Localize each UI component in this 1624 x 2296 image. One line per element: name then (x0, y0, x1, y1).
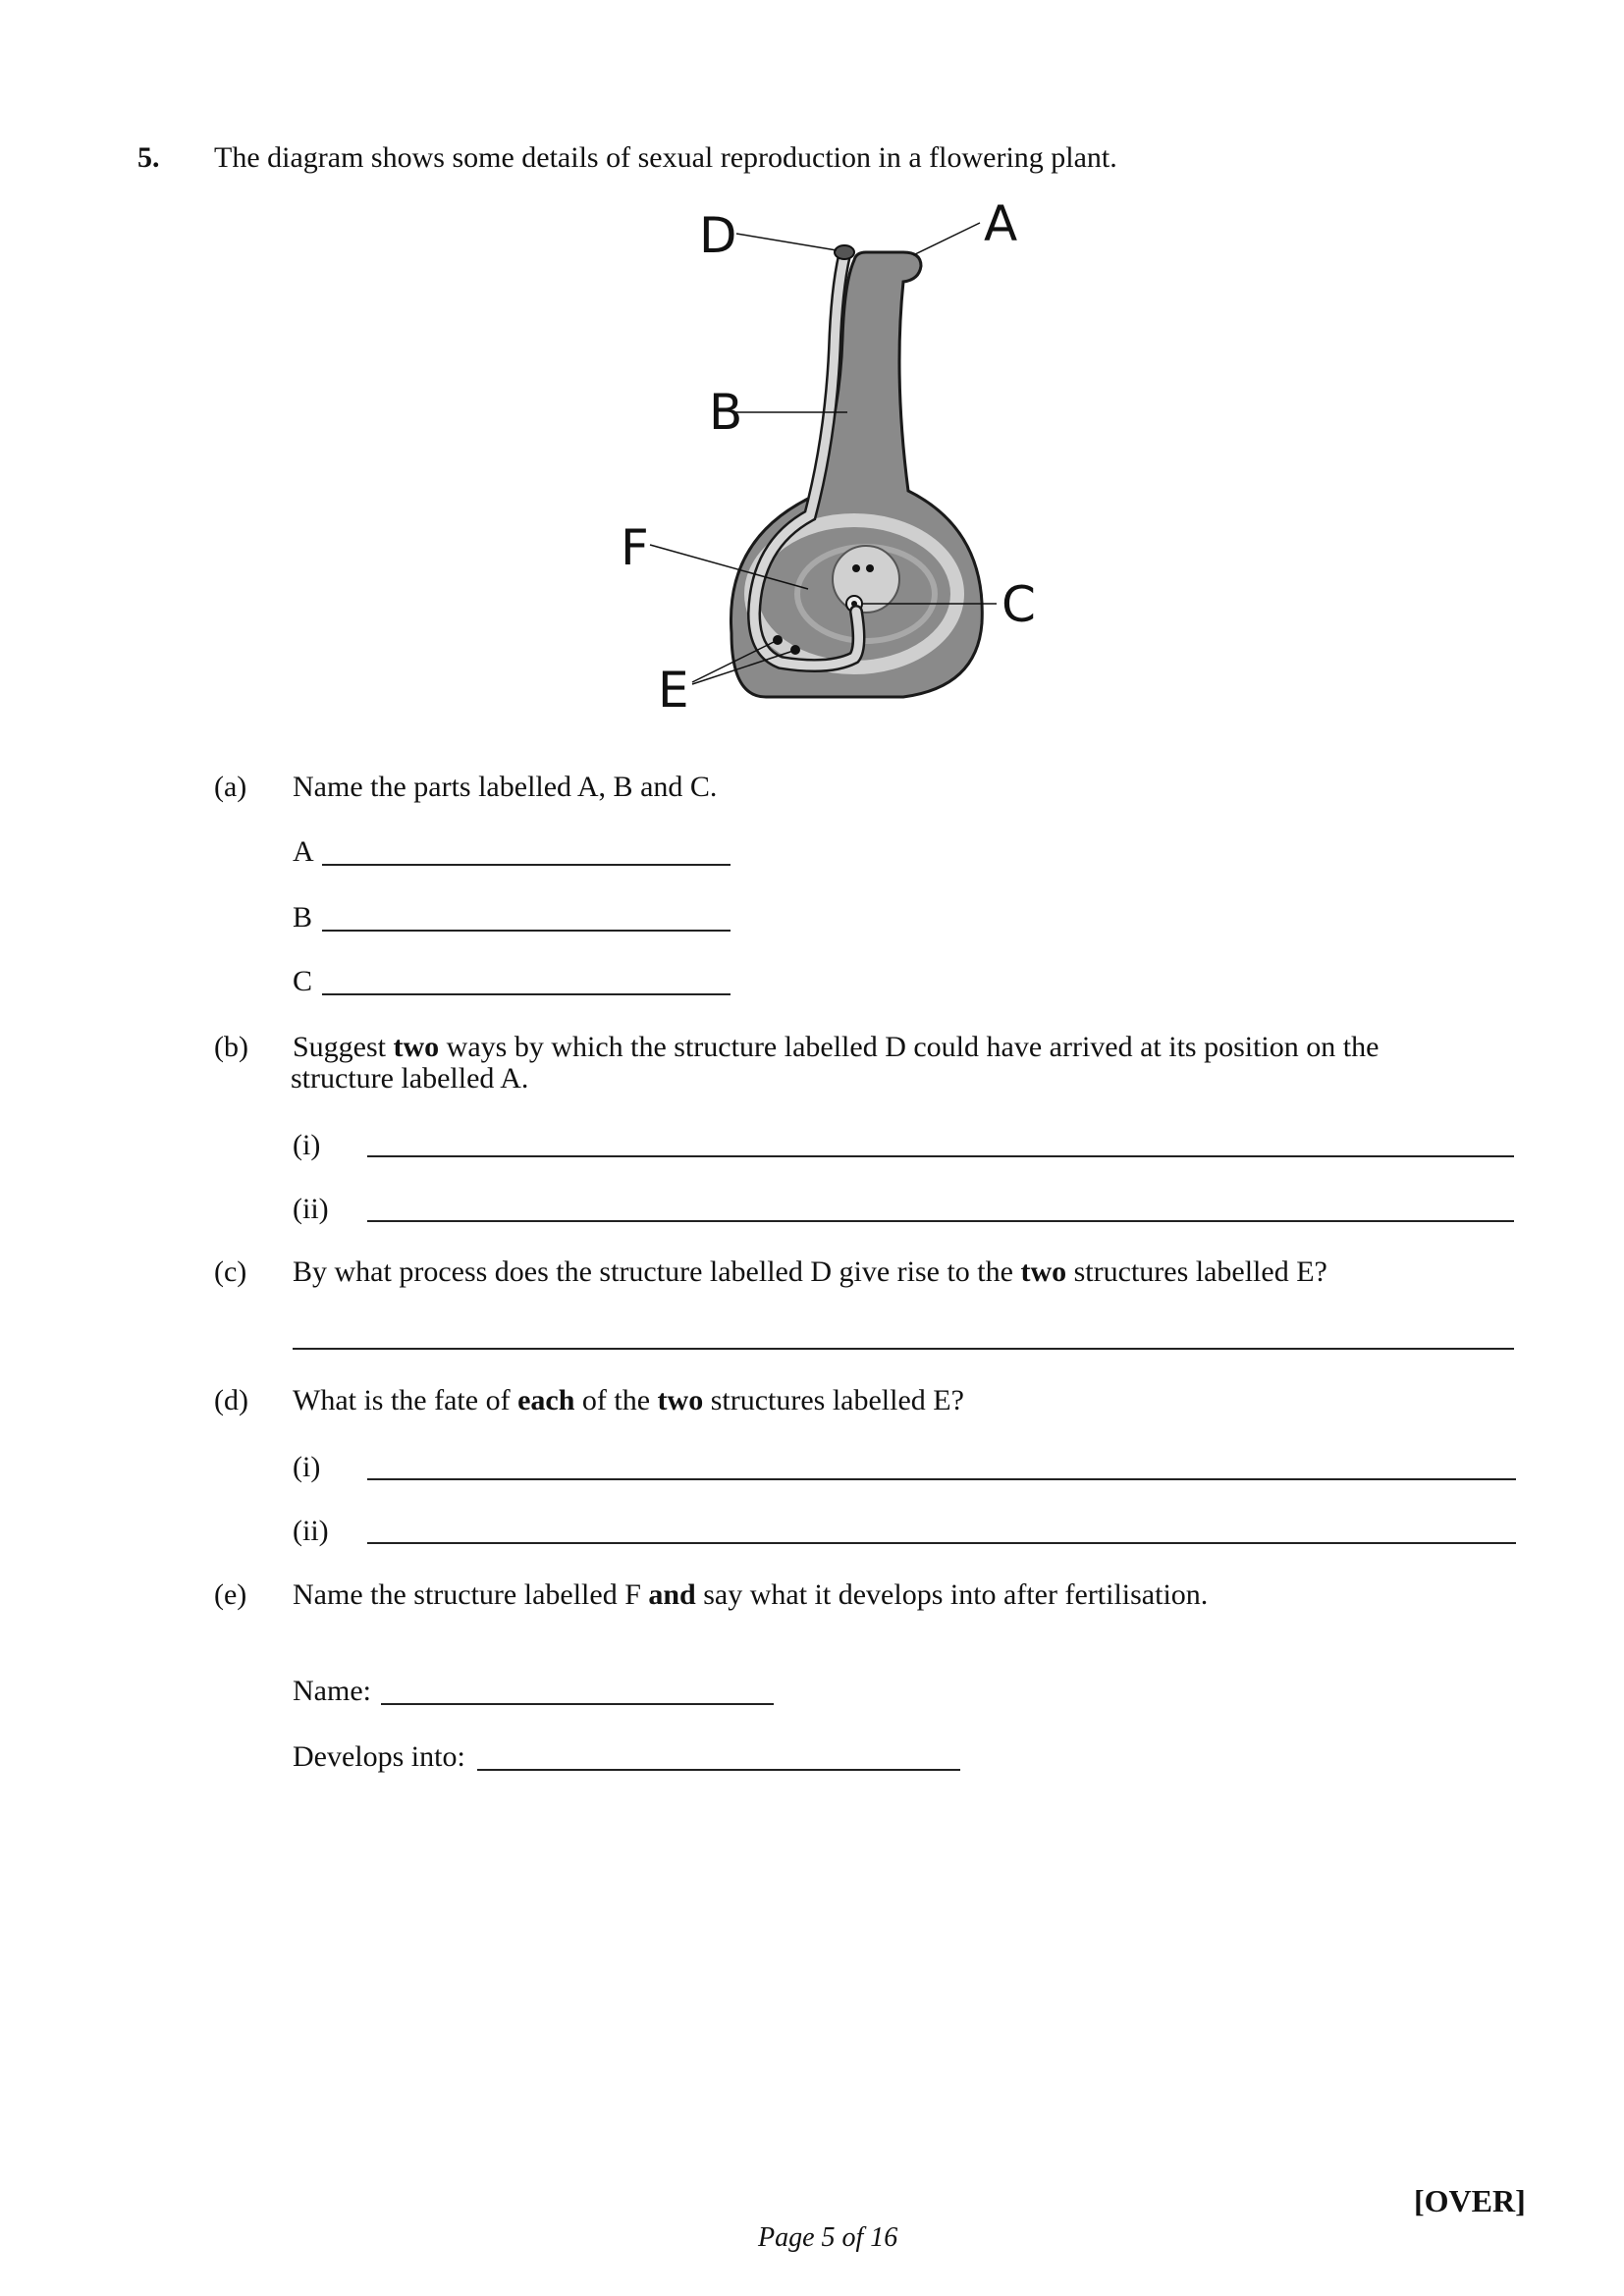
question-number: 5. (137, 141, 160, 174)
part-d-label: (d) (214, 1384, 248, 1416)
label-b: B (709, 384, 743, 441)
part-e-text: Name the structure labelled F and say what it develops into after fertilisation. (293, 1578, 1209, 1611)
part-b-label: (b) (214, 1031, 248, 1063)
pollen-grain (835, 245, 854, 259)
label-c: C (1001, 576, 1036, 633)
part-b-text: Suggest two ways by which the structure labelled D could have arrived at its position on the (293, 1031, 1380, 1063)
answer-d-ii-line[interactable] (367, 1542, 1516, 1544)
part-a-text: Name the parts labelled A, B and C. (293, 771, 718, 803)
answer-a-line[interactable] (322, 864, 731, 866)
answer-c-label: C (293, 965, 313, 997)
label-d: D (699, 207, 737, 264)
embryo-sac (833, 546, 899, 613)
part-b-sub-ii: (ii) (293, 1193, 329, 1225)
part-c-label: (c) (214, 1255, 247, 1288)
over-marker: [OVER] (1414, 2183, 1526, 2218)
part-d-sub-i: (i) (293, 1451, 321, 1483)
answer-a-label: A (293, 835, 314, 868)
label-a: A (984, 195, 1018, 252)
page-number: Page 5 of 16 (758, 2222, 898, 2253)
answer-e-develops-line[interactable] (477, 1769, 960, 1771)
part-d-text: What is the fate of each of the two structures labelled E? (293, 1384, 964, 1416)
part-d-sub-ii: (ii) (293, 1515, 329, 1547)
part-b-sub-i: (i) (293, 1129, 321, 1161)
part-e-develops-label: Develops into: (293, 1740, 465, 1773)
question-intro: The diagram shows some details of sexual reproduction in a flowering plant. (214, 141, 1117, 174)
answer-b-label: B (293, 901, 313, 934)
part-e-label: (e) (214, 1578, 247, 1611)
male-nucleus-1 (773, 635, 783, 645)
part-c-text: By what process does the structure labelled D give rise to the two structures labelled E? (293, 1255, 1327, 1288)
label-e: E (658, 662, 689, 719)
answer-c-line[interactable] (322, 993, 731, 995)
answer-d-i-line[interactable] (367, 1478, 1516, 1480)
label-f: F (621, 519, 649, 576)
answer-b-i-line[interactable] (367, 1155, 1514, 1157)
answer-b-ii-line[interactable] (367, 1220, 1514, 1222)
flower-carpel-diagram (609, 195, 1036, 721)
part-e-name-label: Name: (293, 1675, 371, 1707)
part-b-text-line2: structure labelled A. (291, 1062, 529, 1095)
part-a-label: (a) (214, 771, 247, 803)
answer-e-name-line[interactable] (381, 1703, 774, 1705)
male-nucleus-2 (790, 645, 800, 655)
answer-b-line[interactable] (322, 930, 731, 932)
answer-c-process-line[interactable] (293, 1348, 1514, 1350)
